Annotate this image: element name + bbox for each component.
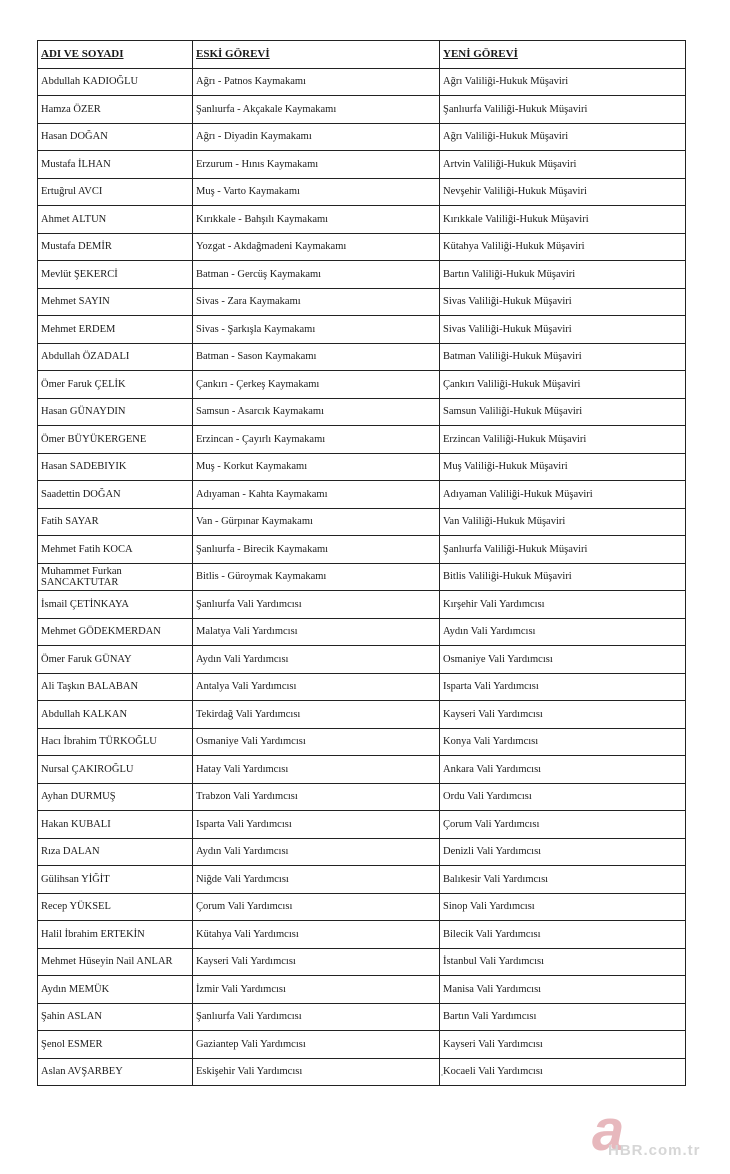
name-cell: Abdullah KALKAN [38,701,193,729]
watermark [588,1098,718,1163]
old-position-cell: Aydın Vali Yardımcısı [193,646,440,674]
table-row [38,976,686,1004]
new-position-cell: Van Valiliği-Hukuk Müşaviri [440,508,686,536]
table-row [38,536,686,564]
new-position-cell: Çorum Vali Yardımcısı [440,811,686,839]
name-cell: Mustafa İLHAN [38,151,193,179]
header-name: ADI VE SOYADI [38,41,193,69]
name-cell: Hasan SADEBIYIK [38,453,193,481]
new-position-cell: Denizli Vali Yardımcısı [440,838,686,866]
name-cell: Mehmet GÖDEKMERDAN [38,618,193,646]
table-row [38,728,686,756]
table-row [38,811,686,839]
new-position-cell: Nevşehir Valiliği-Hukuk Müşaviri [440,178,686,206]
new-position-cell: Batman Valiliği-Hukuk Müşaviri [440,343,686,371]
name-cell: Hamza ÖZER [38,96,193,124]
name-cell: Hacı İbrahim TÜRKOĞLU [38,728,193,756]
old-position-cell: Ağrı - Patnos Kaymakamı [193,68,440,96]
name-cell: Mehmet Hüseyin Nail ANLAR [38,948,193,976]
name-cell: Ayhan DURMUŞ [38,783,193,811]
new-position-cell: Ankara Vali Yardımcısı [440,756,686,784]
name-cell: Halil İbrahim ERTEKİN [38,921,193,949]
new-position-cell: İstanbul Vali Yardımcısı [440,948,686,976]
scan-speck [441,1074,443,1076]
table-row [38,921,686,949]
old-position-cell: Trabzon Vali Yardımcısı [193,783,440,811]
name-cell: Şenol ESMER [38,1031,193,1059]
new-position-cell: Şanlıurfa Valiliği-Hukuk Müşaviri [440,96,686,124]
table-row [38,756,686,784]
name-cell: İsmail ÇETİNKAYA [38,591,193,619]
old-position-cell: Erzurum - Hınıs Kaymakamı [193,151,440,179]
old-position-cell: Şanlıurfa Vali Yardımcısı [193,1003,440,1031]
new-position-cell: Kocaeli Vali Yardımcısı [440,1058,686,1086]
new-position-cell: Bitlis Valiliği-Hukuk Müşaviri [440,563,686,591]
old-position-cell: Samsun - Asarcık Kaymakamı [193,398,440,426]
name-cell: Rıza DALAN [38,838,193,866]
name-cell: Nursal ÇAKIROĞLU [38,756,193,784]
old-position-cell: Batman - Sason Kaymakamı [193,343,440,371]
old-position-cell: Kayseri Vali Yardımcısı [193,948,440,976]
name-cell: Ahmet ALTUN [38,206,193,234]
old-position-cell: Osmaniye Vali Yardımcısı [193,728,440,756]
name-cell: Hakan KUBALI [38,811,193,839]
old-position-cell: Muş - Varto Kaymakamı [193,178,440,206]
new-position-cell: Adıyaman Valiliği-Hukuk Müşaviri [440,481,686,509]
old-position-cell: Malatya Vali Yardımcısı [193,618,440,646]
appointments-table [37,40,686,1086]
old-position-cell: Sivas - Şarkışla Kaymakamı [193,316,440,344]
old-position-cell: Sivas - Zara Kaymakamı [193,288,440,316]
name-cell: Hasan GÜNAYDIN [38,398,193,426]
new-position-cell: Manisa Vali Yardımcısı [440,976,686,1004]
table-row [38,563,686,591]
old-position-cell: Aydın Vali Yardımcısı [193,838,440,866]
old-position-cell: Gaziantep Vali Yardımcısı [193,1031,440,1059]
old-position-cell: Şanlıurfa - Akçakale Kaymakamı [193,96,440,124]
old-position-cell: Ağrı - Diyadin Kaymakamı [193,123,440,151]
table-body [38,68,686,1086]
name-cell: Mehmet SAYIN [38,288,193,316]
table-row [38,1003,686,1031]
new-position-cell: Kırşehir Vali Yardımcısı [440,591,686,619]
name-cell: Aslan AVŞARBEY [38,1058,193,1086]
name-cell: Mehmet Fatih KOCA [38,536,193,564]
name-cell: Fatih SAYAR [38,508,193,536]
table-row [38,426,686,454]
new-position-cell: Ordu Vali Yardımcısı [440,783,686,811]
table-row [38,701,686,729]
new-position-cell: Sivas Valiliği-Hukuk Müşaviri [440,316,686,344]
old-position-cell: Çorum Vali Yardımcısı [193,893,440,921]
table-row [38,893,686,921]
watermark-logo: a [592,1098,625,1163]
new-position-cell: Sivas Valiliği-Hukuk Müşaviri [440,288,686,316]
old-position-cell: Niğde Vali Yardımcısı [193,866,440,894]
new-position-cell: Bilecik Vali Yardımcısı [440,921,686,949]
table-row [38,866,686,894]
name-cell: Recep YÜKSEL [38,893,193,921]
new-position-cell: Kırıkkale Valiliği-Hukuk Müşaviri [440,206,686,234]
name-cell: Mevlüt ŞEKERCİ [38,261,193,289]
name-cell: Ali Taşkın BALABAN [38,673,193,701]
table-row [38,96,686,124]
table-row [38,178,686,206]
new-position-cell: Isparta Vali Yardımcısı [440,673,686,701]
name-cell: Ömer Faruk ÇELİK [38,371,193,399]
new-position-cell: Konya Vali Yardımcısı [440,728,686,756]
old-position-cell: Van - Gürpınar Kaymakamı [193,508,440,536]
name-cell: Şahin ASLAN [38,1003,193,1031]
table-row [38,508,686,536]
table-row [38,1031,686,1059]
table-row [38,316,686,344]
new-position-cell: Muş Valiliği-Hukuk Müşaviri [440,453,686,481]
new-position-cell: Kayseri Vali Yardımcısı [440,701,686,729]
table-row [38,371,686,399]
header-old-position: ESKİ GÖREVİ [193,41,440,69]
name-cell: Ömer Faruk GÜNAY [38,646,193,674]
table-row [38,618,686,646]
table-row [38,343,686,371]
new-position-cell: Çankırı Valiliği-Hukuk Müşaviri [440,371,686,399]
table-row [38,673,686,701]
new-position-cell: Şanlıurfa Valiliği-Hukuk Müşaviri [440,536,686,564]
name-cell: Ertuğrul AVCI [38,178,193,206]
new-position-cell: Ağrı Valiliği-Hukuk Müşaviri [440,123,686,151]
new-position-cell: Samsun Valiliği-Hukuk Müşaviri [440,398,686,426]
old-position-cell: Hatay Vali Yardımcısı [193,756,440,784]
old-position-cell: Muş - Korkut Kaymakamı [193,453,440,481]
old-position-cell: Çankırı - Çerkeş Kaymakamı [193,371,440,399]
table-row [38,233,686,261]
old-position-cell: Şanlıurfa Vali Yardımcısı [193,591,440,619]
watermark-text: HBR.com.tr [608,1142,701,1159]
name-cell: Abdullah ÖZADALI [38,343,193,371]
table-row [38,838,686,866]
name-cell: Aydın MEMÜK [38,976,193,1004]
header-new-position: YENİ GÖREVİ [440,41,686,69]
name-cell: Saadettin DOĞAN [38,481,193,509]
new-position-cell: Artvin Valiliği-Hukuk Müşaviri [440,151,686,179]
table-header-row [38,41,686,69]
table-row [38,398,686,426]
name-cell: Muhammet Furkan SANCAKTUTAR [38,563,193,591]
new-position-cell: Sinop Vali Yardımcısı [440,893,686,921]
old-position-cell: Adıyaman - Kahta Kaymakamı [193,481,440,509]
table-row [38,591,686,619]
old-position-cell: İzmir Vali Yardımcısı [193,976,440,1004]
table-row [38,206,686,234]
name-cell: Mustafa DEMİR [38,233,193,261]
new-position-cell: Bartın Vali Yardımcısı [440,1003,686,1031]
old-position-cell: Yozgat - Akdağmadeni Kaymakamı [193,233,440,261]
table-row [38,948,686,976]
old-position-cell: Kırıkkale - Bahşılı Kaymakamı [193,206,440,234]
name-cell: Abdullah KADIOĞLU [38,68,193,96]
old-position-cell: Isparta Vali Yardımcısı [193,811,440,839]
name-cell: Mehmet ERDEM [38,316,193,344]
new-position-cell: Balıkesir Vali Yardımcısı [440,866,686,894]
name-cell: Ömer BÜYÜKERGENE [38,426,193,454]
table-row [38,783,686,811]
table-row [38,646,686,674]
new-position-cell: Kayseri Vali Yardımcısı [440,1031,686,1059]
old-position-cell: Şanlıurfa - Birecik Kaymakamı [193,536,440,564]
old-position-cell: Antalya Vali Yardımcısı [193,673,440,701]
table-row [38,1058,686,1086]
new-position-cell: Osmaniye Vali Yardımcısı [440,646,686,674]
table-row [38,481,686,509]
old-position-cell: Erzincan - Çayırlı Kaymakamı [193,426,440,454]
old-position-cell: Batman - Gercüş Kaymakamı [193,261,440,289]
name-cell: Gülihsan YİĞİT [38,866,193,894]
name-cell: Hasan DOĞAN [38,123,193,151]
new-position-cell: Erzincan Valiliği-Hukuk Müşaviri [440,426,686,454]
table-row [38,123,686,151]
old-position-cell: Kütahya Vali Yardımcısı [193,921,440,949]
table-row [38,151,686,179]
table-row [38,68,686,96]
new-position-cell: Aydın Vali Yardımcısı [440,618,686,646]
table-row [38,261,686,289]
new-position-cell: Kütahya Valiliği-Hukuk Müşaviri [440,233,686,261]
table-row [38,453,686,481]
new-position-cell: Ağrı Valiliği-Hukuk Müşaviri [440,68,686,96]
table-row [38,288,686,316]
old-position-cell: Bitlis - Güroymak Kaymakamı [193,563,440,591]
old-position-cell: Tekirdağ Vali Yardımcısı [193,701,440,729]
old-position-cell: Eskişehir Vali Yardımcısı [193,1058,440,1086]
new-position-cell: Bartın Valiliği-Hukuk Müşaviri [440,261,686,289]
